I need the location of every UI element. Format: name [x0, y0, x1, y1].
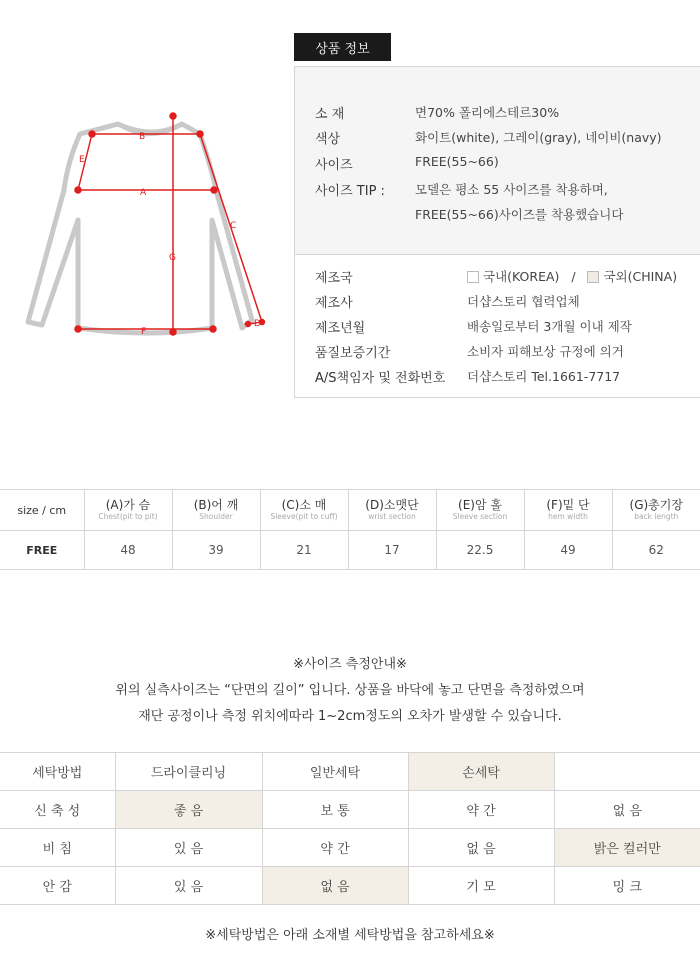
size-tip-value: 모델은 평소 55 사이즈를 착용하며, — [415, 182, 608, 197]
value-armhole: 22.5 — [436, 531, 524, 570]
korea-checkbox — [467, 271, 479, 283]
size-label: 사이즈 — [315, 158, 353, 173]
china-label: 국외(CHINA) — [603, 269, 678, 284]
origin-separator: / — [571, 269, 576, 284]
care-cell: 일반세탁 — [262, 753, 408, 791]
value-sleeve: 21 — [260, 531, 348, 570]
value-chest: 48 — [84, 531, 172, 570]
size-table-corner: size / cm — [0, 490, 84, 531]
manufacture-date-value: 배송일로부터 3개월 이내 제작 — [467, 319, 632, 334]
care-cell: 비 침 — [0, 829, 115, 867]
value-shoulder: 39 — [172, 531, 260, 570]
size-notice-title: ※사이즈 측정안내※ — [293, 657, 407, 672]
care-cell-selected: 좋 음 — [115, 791, 262, 829]
care-footer-note: ※세탁방법은 아래 소재별 세탁방법을 참고하세요※ — [205, 928, 495, 943]
size-tip-label: 사이즈 TIP : — [315, 184, 385, 199]
color-label: 색상 — [315, 132, 341, 147]
material-value: 면70% 폴리에스테르30% — [415, 105, 560, 120]
header-shoulder: (B)어 깨 Shoulder — [172, 490, 260, 531]
care-cell: 밍 크 — [554, 867, 700, 905]
maker-value: 더샵스토리 협력업체 — [467, 294, 580, 309]
china-checkbox — [587, 271, 599, 283]
maker-label: 제조사 — [315, 296, 353, 311]
color-value: 화이트(white), 그레이(gray), 네이비(navy) — [415, 130, 662, 145]
care-cell: 세탁방법 — [0, 753, 115, 791]
care-cell: 없 음 — [554, 791, 700, 829]
korea-label: 국내(KOREA) — [483, 269, 560, 284]
label-a: A — [140, 188, 147, 198]
care-cell: 신 축 성 — [0, 791, 115, 829]
label-e: E — [79, 155, 85, 165]
size-notice-line-2: 재단 공정이나 측정 위치에따라 1~2cm정도의 오차가 발생할 수 있습니다. — [138, 709, 562, 724]
as-contact-value: 더샵스토리 Tel.1661-7717 — [467, 369, 621, 384]
garment-measurement-diagram — [20, 110, 280, 350]
label-c: C — [230, 221, 237, 231]
value-hem: 49 — [524, 531, 612, 570]
size-table-header-row — [0, 490, 700, 531]
product-info-box — [294, 66, 700, 398]
care-cell-selected: 손세탁 — [408, 753, 554, 791]
header-hem: (F)밑 단 hem width — [524, 490, 612, 531]
care-cell: 드라이클리닝 — [115, 753, 262, 791]
size-tip-value-2: FREE(55~66)사이즈를 착용했습니다 — [415, 207, 624, 222]
as-contact-label: A/S책임자 및 전화번호 — [315, 371, 446, 386]
label-g: G — [169, 253, 176, 263]
care-cell: 약 간 — [408, 791, 554, 829]
care-cell: 약 간 — [262, 829, 408, 867]
care-row-stretch — [0, 791, 700, 829]
care-cell: 없 음 — [408, 829, 554, 867]
care-cell: 있 음 — [115, 867, 262, 905]
product-info-title: 상품 정보 — [294, 33, 391, 61]
size-value: FREE(55~66) — [415, 154, 499, 169]
size-table — [0, 489, 700, 570]
product-info-top — [295, 67, 700, 255]
care-cell: 기 모 — [408, 867, 554, 905]
warranty-label: 품질보증기간 — [315, 346, 391, 361]
care-cell-selected: 없 음 — [262, 867, 408, 905]
header-chest: (A)가 슴 Chest(pit to pit) — [84, 490, 172, 531]
value-length: 62 — [612, 531, 700, 570]
garment-outline — [28, 124, 252, 333]
warranty-value: 소비자 피해보상 규정에 의거 — [467, 344, 624, 359]
care-table — [0, 752, 700, 905]
care-cell-selected: 밝은 컬러만 — [554, 829, 700, 867]
origin-value — [467, 267, 677, 285]
label-f: F — [141, 327, 147, 337]
label-d: D — [254, 319, 261, 329]
care-cell — [554, 753, 700, 791]
care-cell: 보 통 — [262, 791, 408, 829]
value-wrist: 17 — [348, 531, 436, 570]
manufacture-date-label: 제조년월 — [315, 321, 366, 336]
header-sleeve: (C)소 매 Sleeve(pit to cuff) — [260, 490, 348, 531]
size-table-row — [0, 531, 700, 570]
size-notice-line-1: 위의 실측사이즈는 “단면의 길이” 입니다. 상품을 바닥에 놓고 단면을 측정하였으며 — [115, 683, 585, 698]
header-armhole: (E)암 홀 Sleeve section — [436, 490, 524, 531]
care-cell: 안 감 — [0, 867, 115, 905]
label-b: B — [139, 132, 146, 142]
header-length: (G)총기장 back length — [612, 490, 700, 531]
care-row-lining — [0, 867, 700, 905]
size-row-label: FREE — [0, 531, 84, 570]
care-row-wash — [0, 753, 700, 791]
care-cell: 있 음 — [115, 829, 262, 867]
origin-label: 제조국 — [315, 271, 353, 286]
care-row-sheer — [0, 829, 700, 867]
material-label: 소 재 — [315, 107, 345, 122]
header-wrist: (D)소맷단 wrist section — [348, 490, 436, 531]
